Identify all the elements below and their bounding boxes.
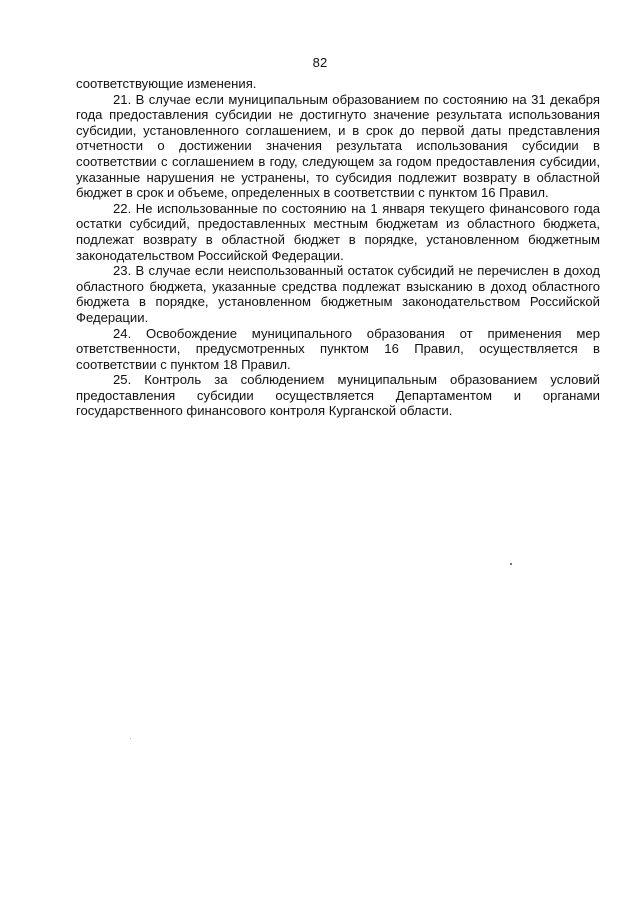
scan-speck — [510, 563, 512, 565]
paragraph-24: 24. Освобождение муниципального образования от применения мер ответственности, предусмотренных пунктом 16 Правил, осуществляется в соответствии с пунктом 18 Правил. — [76, 325, 600, 372]
document-body — [76, 76, 600, 419]
page-number: 82 — [312, 55, 328, 70]
paragraph-21: 21. В случае если муниципальным образованием по состоянию на 31 декабря года предоставления субсидии не достигнуто значение результата использования субсидии, установленного соглашением, и в срок до первой даты представления отчетности о достижении значения результата использования субсидии в соответствии с соглашением в году, следующем за годом предоставления субсидии, указанные нарушения не устранены, то субсидия подлежит возврату в областной бюджет в срок и объеме, определенных в соответствии с пунктом 16 Правил. — [76, 91, 600, 201]
paragraph-25: 25. Контроль за соблюдением муниципальным образованием условий предоставления субсидии осуществляется Департаментом и органами государственного финансового контроля Курганской области. — [76, 372, 600, 419]
paragraph-23: 23. В случае если неиспользованный остаток субсидий не перечислен в доход областного бюджета, указанные средства подлежат взысканию в доход областного бюджета в порядке, установленном бюджетным законодательством Российской Федерации. — [76, 263, 600, 325]
continuation-text: соответствующие изменения. — [76, 76, 257, 91]
scan-speck — [130, 738, 131, 739]
paragraph-22: 22. Не использованные по состоянию на 1 января текущего финансового года остатки субсидий, предоставленных местным бюджетам из областного бюджета, подлежат возврату в областной бюджет в порядке, установленном бюджетным законодательством Российской Федерации. — [76, 200, 600, 263]
